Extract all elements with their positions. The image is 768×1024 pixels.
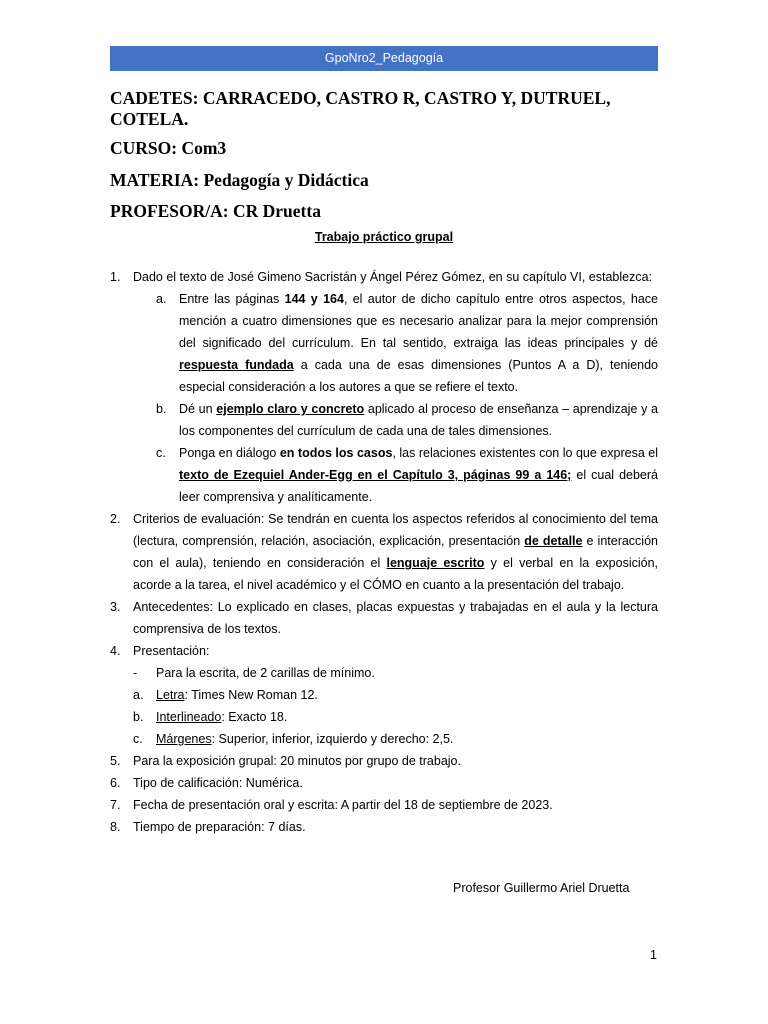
heading-cadetes: CADETES: CARRACEDO, CASTRO R, CASTRO Y, DUTRUEL, COTELA.	[110, 88, 611, 129]
item-text: Para la exposición grupal: 20 minutos por grupo de trabajo.	[133, 754, 461, 768]
item-text: Criterios de evaluación: Se tendrán en cuenta los aspectos referidos al conocimiento del tema (lectura, comprensión, relación, asociación, explicación, presentación	[133, 512, 658, 548]
item-text: Entre las páginas	[179, 292, 285, 306]
item-text: , el autor de dicho capítulo entre otros aspectos, hace mención a cuatro dimensiones que es necesario analizar para la mejor comprensión del significado del currículum. En tal sentido, extraiga las ideas principales y dé	[179, 292, 659, 350]
list-item-1a	[110, 288, 658, 398]
list-item-5	[110, 750, 658, 772]
list-item-8	[110, 816, 658, 838]
document-subtitle: Trabajo práctico grupal	[314, 230, 454, 244]
heading-materia: MATERIA: Pedagogía y Didáctica	[110, 170, 369, 190]
list-item-4	[110, 640, 658, 662]
item-text: y el verbal en la exposición, acorde a la tarea, el nivel académico y el CÓMO en cuanto a la presentación del trabajo.	[133, 556, 658, 592]
item-number: 7.	[110, 798, 121, 812]
item-letter: b.	[156, 402, 167, 416]
heading-profesor: PROFESOR/A: CR Druetta	[110, 201, 321, 221]
list-item-1	[110, 266, 658, 288]
item-text: Ponga en diálogo	[179, 446, 280, 460]
list-item-2	[110, 508, 658, 596]
item-number: 1.	[110, 270, 121, 284]
item-number: 2.	[110, 512, 121, 526]
item-letter: b.	[133, 710, 144, 724]
item-number: 6.	[110, 776, 121, 790]
item-label: Letra	[156, 688, 185, 702]
item-number: 3.	[110, 600, 121, 614]
item-number: 4.	[110, 644, 121, 658]
header-title: GpoNro2_Pedagogía	[324, 51, 444, 65]
instructions-list	[110, 266, 658, 838]
item-text: Presentación:	[133, 644, 210, 658]
item-emphasis-text: respuesta fundada	[179, 358, 294, 372]
item-value: : Exacto 18.	[221, 710, 288, 724]
item-text: Dado el texto de José Gimeno Sacristán y Ángel Pérez Gómez, en su capítulo VI, establezca:	[133, 270, 653, 284]
heading-curso: CURSO: Com3	[110, 138, 227, 158]
list-item-4-dash	[110, 662, 658, 684]
item-text: , las relaciones existentes con lo que expresa el	[392, 446, 659, 460]
item-text: aplicado al proceso de enseñanza – aprendizaje y a los componentes del currículum de cada una de tales dimensiones.	[179, 402, 658, 438]
item-text: Antecedentes: Lo explicado en clases, placas expuestas y trabajadas en el aula y la lectura comprensiva de los textos.	[133, 600, 658, 636]
item-text: Dé un	[179, 402, 217, 416]
list-item-6	[110, 772, 658, 794]
item-label: Interlineado	[156, 710, 222, 724]
list-item-1c	[110, 442, 658, 508]
list-item-7	[110, 794, 658, 816]
item-value: : Superior, inferior, izquierdo y derecho: 2,5.	[211, 732, 454, 746]
item-emphasis-text: texto de Ezequiel Ander-Egg en el Capítulo 3, páginas 99 a 146;	[179, 468, 572, 482]
item-emphasis-text: ejemplo claro y concreto	[216, 402, 365, 416]
signature: Profesor Guillermo Ariel Druetta	[453, 881, 630, 895]
item-text: e interacción con el aula), teniendo en consideración el	[133, 534, 658, 570]
item-letter: a.	[133, 688, 144, 702]
item-text: el cual deberá leer comprensiva y analíticamente.	[179, 468, 658, 504]
list-item-1b	[110, 398, 658, 442]
item-text: Tiempo de preparación: 7 días.	[133, 820, 306, 834]
item-bold-text: en todos los casos	[279, 446, 393, 460]
item-emphasis-text: de detalle	[524, 534, 583, 548]
item-number: 5.	[110, 754, 121, 768]
list-item-4b	[110, 706, 658, 728]
item-label: Márgenes	[156, 732, 212, 746]
item-number: 8.	[110, 820, 121, 834]
item-value: : Times New Roman 12.	[184, 688, 318, 702]
item-text: Tipo de calificación: Numérica.	[133, 776, 303, 790]
item-text: Fecha de presentación oral y escrita: A partir del 18 de septiembre de 2023.	[133, 798, 553, 812]
item-bullet: -	[133, 666, 138, 680]
item-emphasis-text: lenguaje escrito	[386, 556, 485, 570]
item-text: a cada una de esas dimensiones (Puntos A a D), teniendo especial consideración a los autores a que se refiere el texto.	[179, 358, 659, 394]
list-item-3	[110, 596, 658, 640]
page-number: 1	[650, 948, 657, 962]
document-header	[110, 46, 658, 71]
list-item-4a	[110, 684, 658, 706]
list-item-4c	[110, 728, 658, 750]
item-text: Para la escrita, de 2 carillas de mínimo.	[156, 666, 375, 680]
item-bold-text: 144 y 164	[284, 292, 344, 306]
item-letter: c.	[133, 732, 143, 746]
item-letter: a.	[156, 292, 167, 306]
item-letter: c.	[156, 446, 166, 460]
